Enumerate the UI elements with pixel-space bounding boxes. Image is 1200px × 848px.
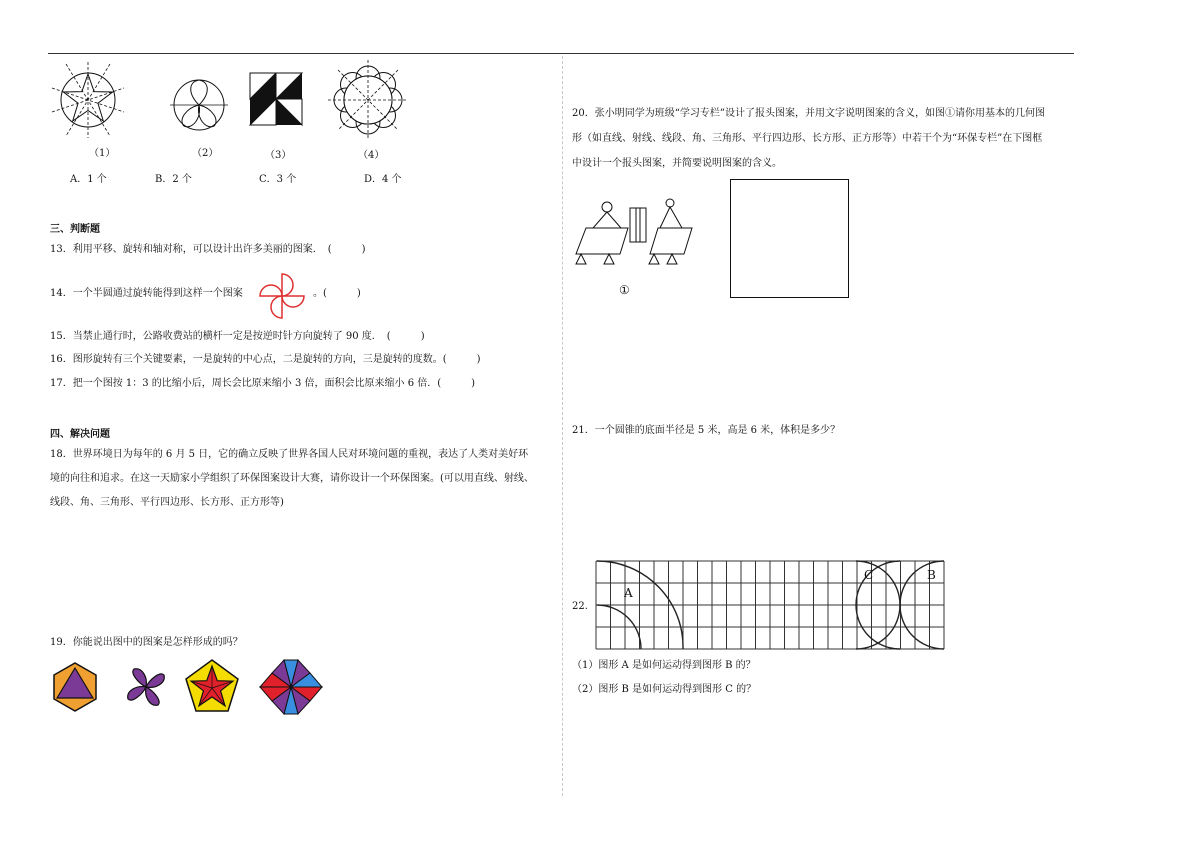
question-13: 13．利用平移、旋转和轴对称，可以设计出许多美丽的图案． ( ) bbox=[50, 244, 366, 255]
question-22-part-2: （2）图形 B 是如何运动得到图形 C 的？ bbox=[572, 684, 757, 695]
question-20-line-1: 20．张小明同学为班级“学习专栏”设计了报头图案，并用文字说明图案的含义，如图①请你用基本的几何图 bbox=[572, 108, 1045, 119]
question-19: 19．你能说出图中的图案是怎样形成的吗？ bbox=[50, 637, 243, 648]
header-rule bbox=[48, 53, 1074, 54]
pentagon-star-figure bbox=[184, 658, 240, 714]
caption-2: （2） bbox=[192, 148, 219, 159]
grid-label-c: C bbox=[864, 568, 874, 582]
hexagon-triangle-figure bbox=[50, 662, 100, 712]
question-20-line-2: 形（如直线、射线、线段、角、三角形、平行四边形、长方形、正方形等）中若干个为“环保专栏”在下图框 bbox=[572, 133, 1043, 144]
question-16: 16．图形旋转有三个关键要素，一是旋转的中心点，二是旋转的方向，三是旋转的度数。( ) bbox=[50, 354, 481, 365]
grid-label-b: B bbox=[927, 568, 936, 582]
design-answer-box[interactable] bbox=[730, 179, 849, 298]
six-point-star-figure bbox=[258, 659, 324, 715]
figure-4-flower-circle bbox=[326, 58, 410, 142]
column-separator bbox=[562, 56, 563, 796]
question-22-part-1: （1）图形 A 是如何运动得到图形 B 的？ bbox=[572, 660, 756, 671]
question-14-text: 14．一个半圆通过旋转能得到这样一个图案 bbox=[50, 288, 243, 299]
caption-1: （1） bbox=[89, 148, 116, 159]
section-3-title: 三、判断题 bbox=[50, 224, 100, 235]
section-4-title: 四、解决问题 bbox=[50, 429, 110, 440]
pinwheel-semicircle-icon bbox=[252, 271, 312, 321]
figure-2-petal-circle bbox=[166, 72, 232, 138]
question-21: 21．一个圆锥的底面半径是 5 米，高是 6 米，体积是多少？ bbox=[572, 425, 841, 436]
caption-4: （4） bbox=[358, 150, 385, 161]
newspaper-header-figure bbox=[574, 198, 696, 272]
option-c: C．3 个 bbox=[259, 174, 297, 185]
figure-20-label: ① bbox=[619, 283, 630, 297]
figure-1-star-circle bbox=[48, 60, 128, 140]
option-b: B．2 个 bbox=[155, 174, 192, 185]
question-18-line-1: 18．世界环境日为每年的 6 月 5 日，它的确立反映了世界各国人民对环境问题的重视，表达了人类对美好环 bbox=[50, 449, 529, 460]
four-petal-figure bbox=[124, 665, 168, 709]
grid-label-a: A bbox=[624, 586, 633, 600]
motion-grid-figure bbox=[594, 560, 946, 652]
caption-3: （3） bbox=[265, 150, 292, 161]
question-20-line-3: 中设计一个报头图案，并简要说明图案的含义。 bbox=[572, 158, 782, 169]
figure-3-pinwheel-triangles bbox=[249, 72, 303, 126]
option-d: D．4 个 bbox=[364, 174, 402, 185]
question-18-line-3: 线段、角、三角形、平行四边形、长方形、正方形等) bbox=[50, 497, 284, 508]
question-15: 15．当禁止通行时，公路收费站的横杆一定是按逆时针方向旋转了 90 度． ( ) bbox=[50, 331, 425, 342]
question-14-tail: 。( ) bbox=[313, 288, 361, 299]
question-22-number: 22. bbox=[572, 601, 588, 612]
question-17: 17．把一个图按 1：3 的比缩小后，周长会比原来缩小 3 倍，面积会比原来缩小 6 倍．( ) bbox=[50, 378, 476, 389]
question-18-line-2: 境的向往和追求。在这一天励家小学组织了环保图案设计大赛，请你设计一个环保图案。(可以用直线、射线、 bbox=[50, 473, 534, 484]
option-a: A．1 个 bbox=[70, 174, 107, 185]
